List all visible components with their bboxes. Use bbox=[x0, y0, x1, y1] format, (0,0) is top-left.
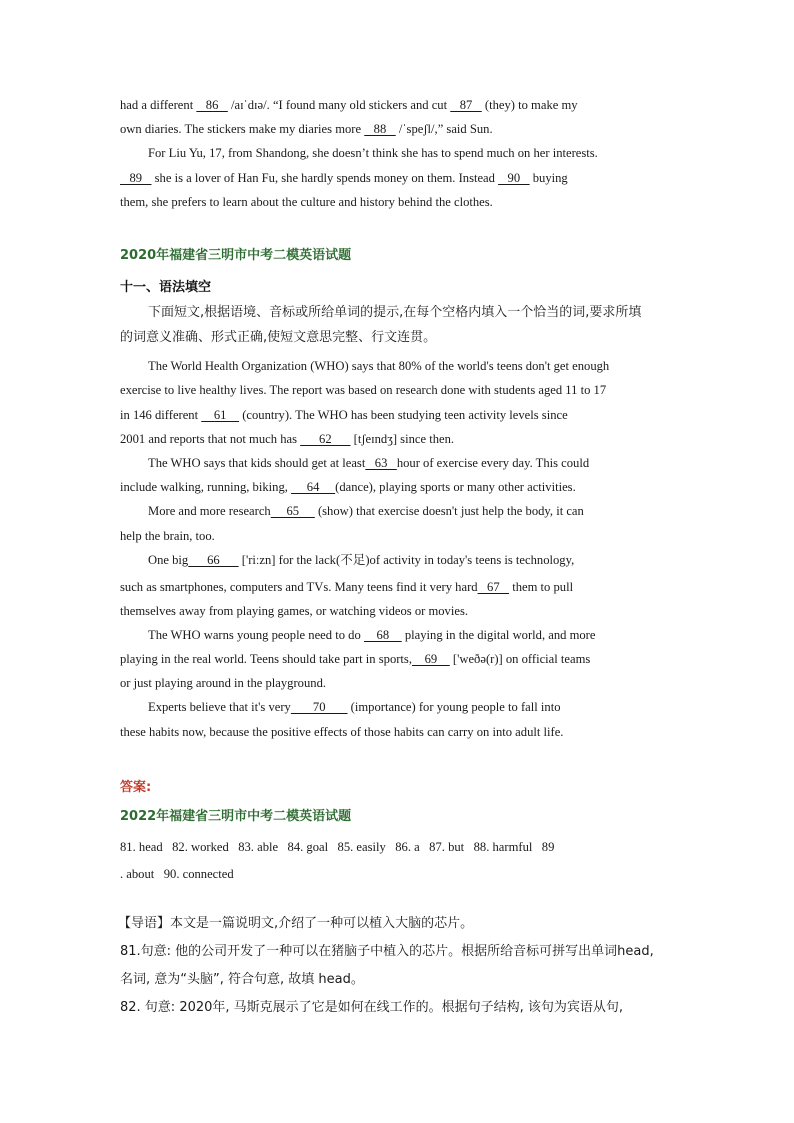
blank-89: 89 bbox=[120, 171, 152, 185]
prev-line-3: For Liu Yu, 17, from Shandong, she doesn’t think she has to spend much on her interests. bbox=[148, 146, 598, 160]
passage-line-13: playing in the real world. Teens should take part in sports, 69 ['weðə(r)] on official teams bbox=[120, 652, 591, 666]
explanation-82-line-1: 82. 句意: 2020年, 马斯克展示了它是如何在线工作的。根据句子结构, 该句为宾语从句, bbox=[120, 1000, 624, 1015]
passage-line-7: More and more research 65 (show) that exercise doesn't just help the body, it can bbox=[148, 504, 584, 518]
prev-line-5: them, she prefers to learn about the culture and history behind the clothes. bbox=[120, 195, 493, 209]
passage-line-2: exercise to live healthy lives. The report was based on research done with students aged 11 to 17 bbox=[120, 383, 607, 397]
blank-88: 88 bbox=[364, 122, 396, 136]
instruction-line-1: 下面短文,根据语境、音标或所给单词的提示,在每个空格内填入一个恰当的词,要求所填 bbox=[148, 305, 642, 320]
passage-line-12: The WHO warns young people need to do 68 playing in the digital world, and more bbox=[148, 628, 596, 642]
explanation-81-line-1: 81.句意: 他的公司开发了一种可以在猪脑子中植入的芯片。根据所给音标可拼写出单词head, bbox=[120, 944, 654, 959]
instruction-line-2: 的词意义准确、形式正确,使短文意思完整、行文连贯。 bbox=[120, 330, 437, 345]
explanation-intro: 【导语】本文是一篇说明文,介绍了一种可以植入大脑的芯片。 bbox=[118, 916, 474, 931]
passage-line-8: help the brain, too. bbox=[120, 529, 215, 543]
passage-line-10: such as smartphones, computers and TVs. Many teens find it very hard 67 them to pull bbox=[120, 580, 574, 594]
blank-67: 67 bbox=[477, 580, 510, 594]
section-title: 十一、语法填空 bbox=[120, 280, 212, 295]
blank-69: 69 bbox=[411, 652, 450, 666]
blank-68: 68 bbox=[363, 628, 402, 642]
heading-2022: 2022年福建省三明市中考二模英语试题 bbox=[120, 809, 352, 824]
passage-line-15: Experts believe that it's very 70 (importance) for young people to fall into bbox=[148, 700, 561, 714]
blank-90: 90 bbox=[498, 171, 530, 185]
blank-66: 66 bbox=[188, 553, 239, 567]
passage-line-5: The WHO says that kids should get at least 63 hour of exercise every day. This could bbox=[148, 456, 590, 470]
passage-line-9: One big 66 ['riːzn] for the lack(不足)of activity in today's teens is technology, bbox=[148, 553, 575, 567]
passage-line-16: these habits now, because the positive effects of those habits can carry on into adult life. bbox=[120, 725, 564, 739]
passage-line-14: or just playing around in the playground. bbox=[120, 676, 327, 690]
blank-86: 86 bbox=[196, 98, 228, 112]
answers-row-2: . about 90. connected bbox=[120, 867, 234, 881]
blank-65: 65 bbox=[270, 504, 315, 518]
blank-62: 62 bbox=[300, 432, 351, 446]
blank-87: 87 bbox=[450, 98, 482, 112]
blank-70: 70 bbox=[290, 700, 348, 714]
explanation-81-line-2: 名词, 意为“头脑”, 符合句意, 故填 head。 bbox=[120, 972, 364, 987]
passage-line-6: include walking, running, biking, 64 (dance), playing sports or many other activities. bbox=[120, 480, 576, 494]
prev-line-2: own diaries. The stickers make my diaries more 88 /ˈspeʃl/,” said Sun. bbox=[120, 122, 493, 136]
passage-line-1: The World Health Organization (WHO) says that 80% of the world's teens don't get enough bbox=[148, 359, 610, 373]
blank-63: 63 bbox=[365, 456, 397, 470]
prev-line-1: had a different 86 /aɪˈdɪə/. “I found many old stickers and cut 87 (they) to make my bbox=[120, 98, 578, 112]
passage-line-3: in 146 different 61 (country). The WHO has been studying teen activity levels since bbox=[120, 408, 568, 422]
blank-64: 64 bbox=[291, 480, 336, 494]
answers-row-1: 81. head 82. worked 83. able 84. goal 85. easily 86. a 87. but 88. harmful 89 bbox=[120, 840, 555, 854]
passage-line-4: 2001 and reports that not much has 62 [tʃeɪndʒ] since then. bbox=[120, 432, 455, 446]
blank-61: 61 bbox=[201, 408, 240, 422]
prev-line-4: 89 she is a lover of Han Fu, she hardly spends money on them. Instead 90 buying bbox=[120, 171, 568, 185]
heading-2020: 2020年福建省三明市中考二模英语试题 bbox=[120, 248, 352, 263]
answers-label: 答案: bbox=[120, 780, 152, 795]
passage-line-11: themselves away from playing games, or watching videos or movies. bbox=[120, 604, 468, 618]
